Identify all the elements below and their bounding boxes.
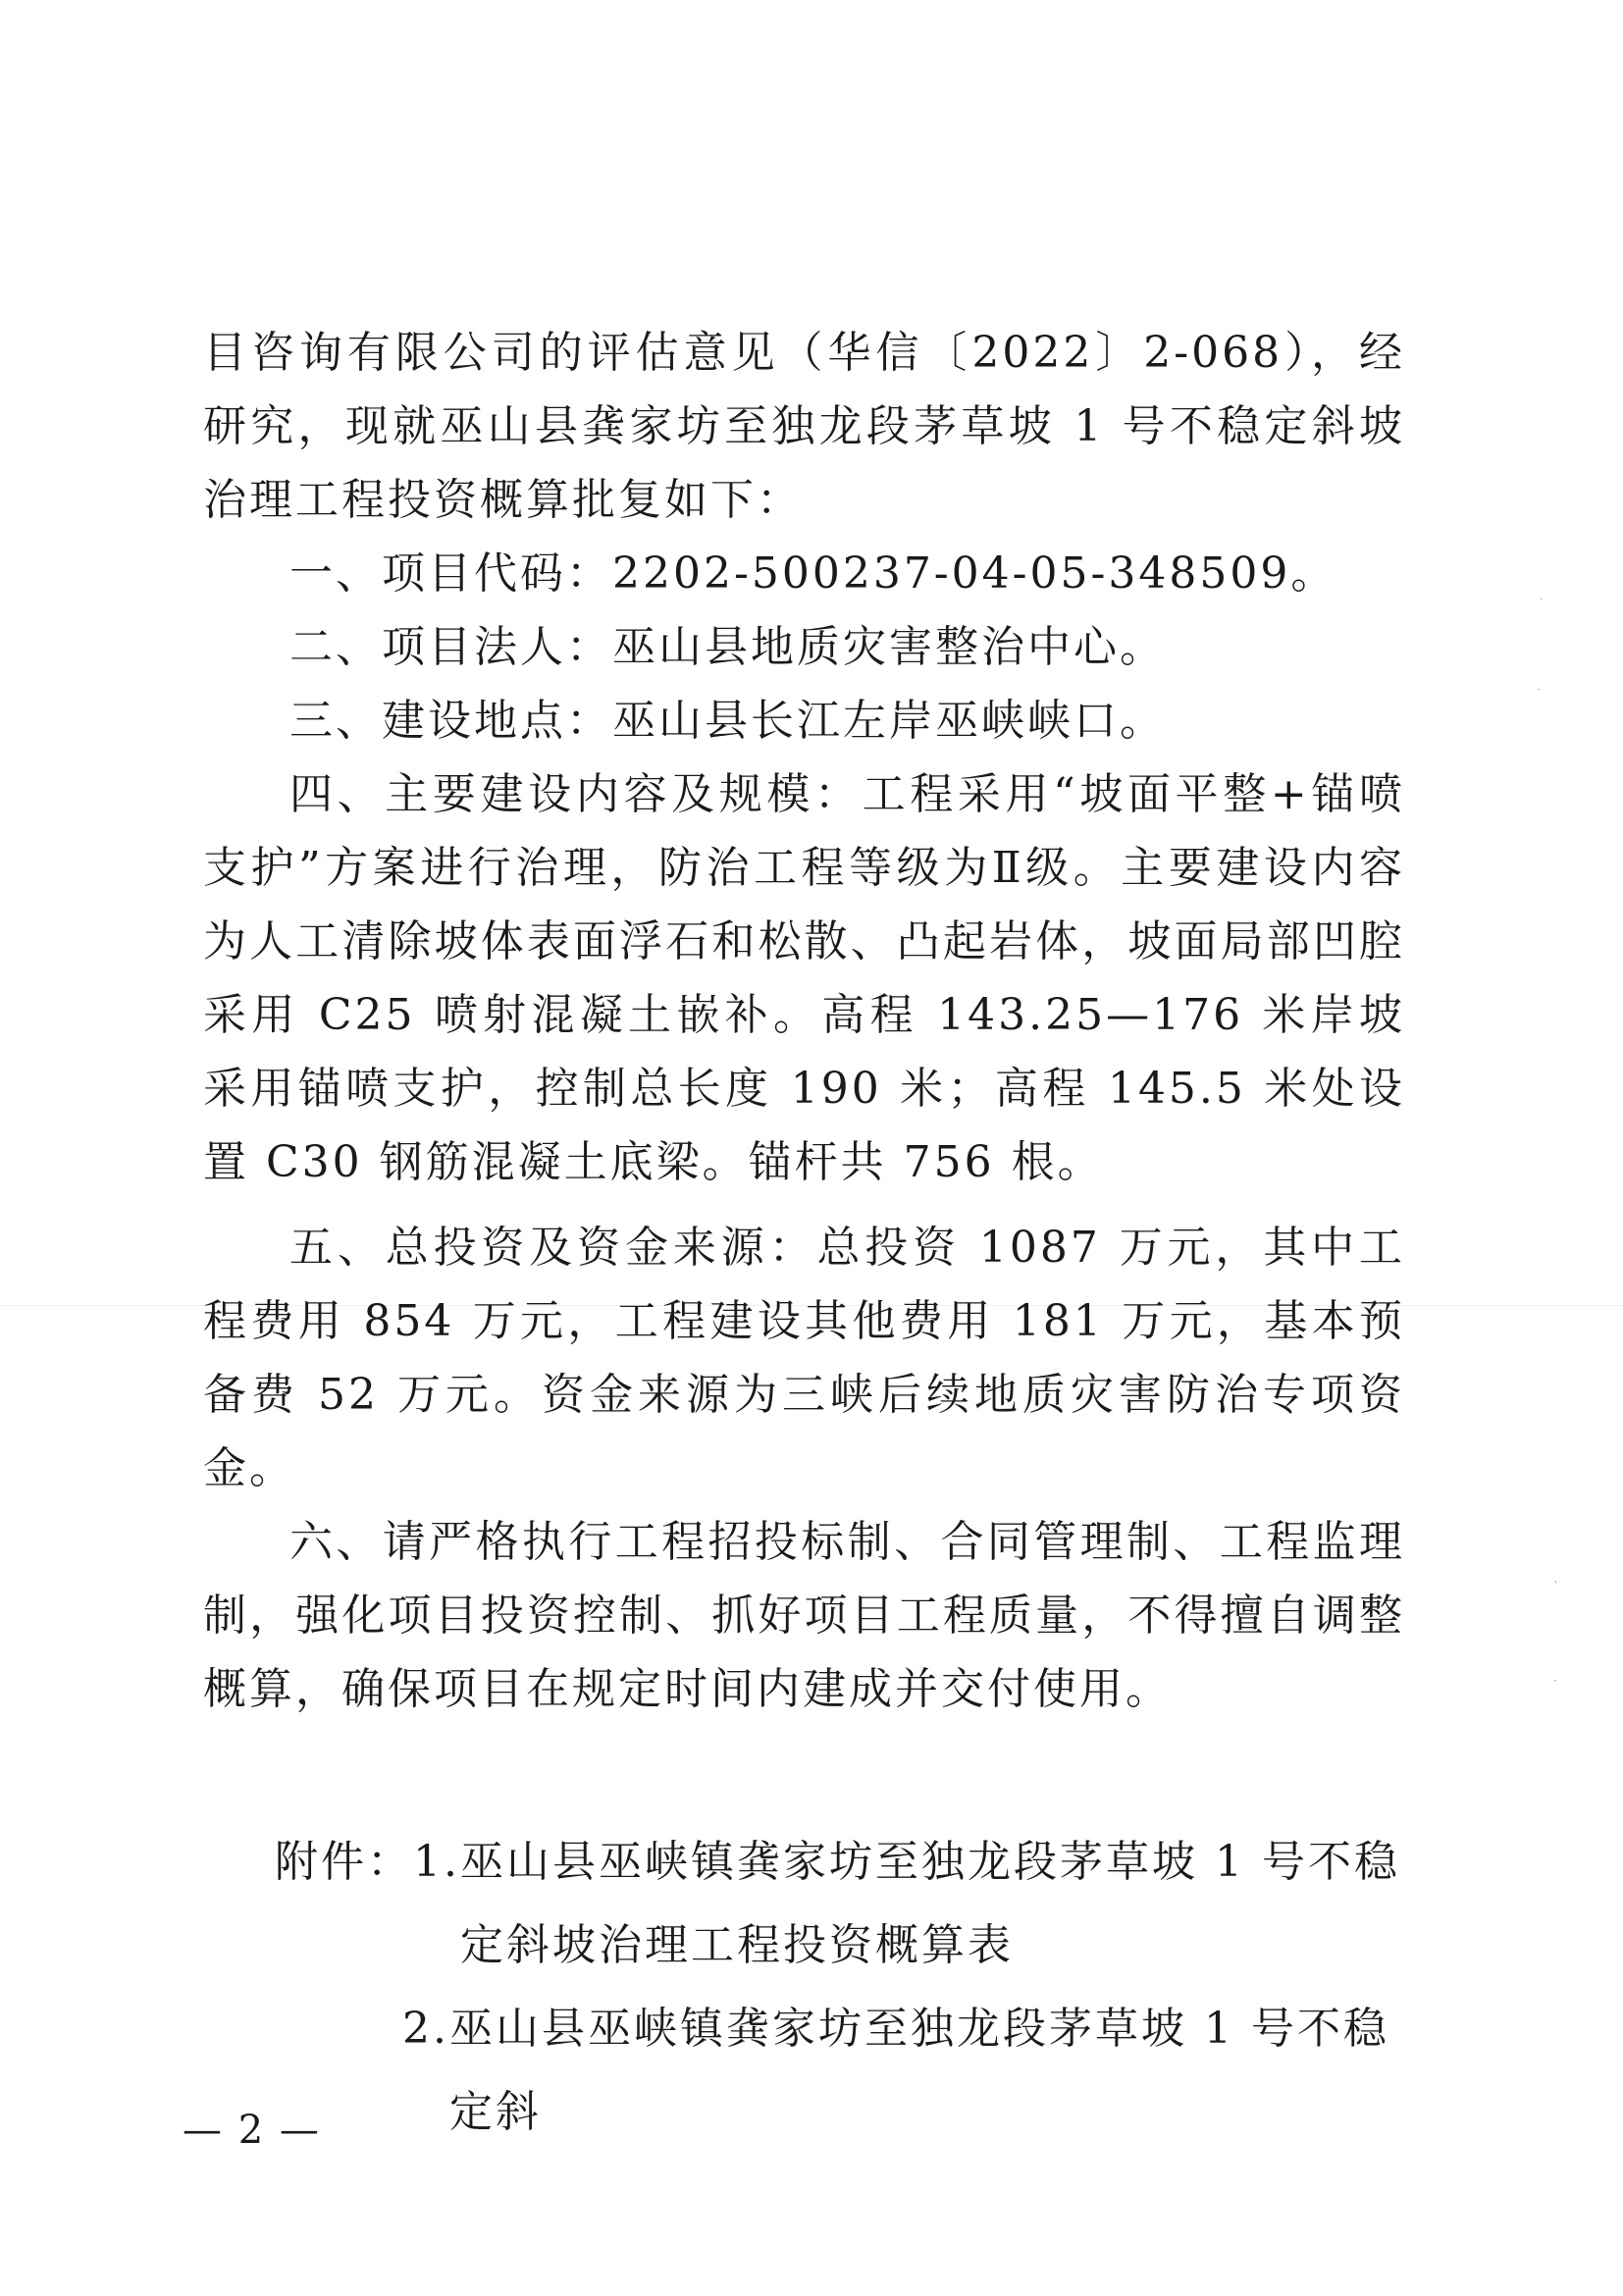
intro-paragraph: 目咨询有限公司的评估意见（华信〔2022〕2-068），经研究，现就巫山县龚家坊至独龙段茅草坡 1 号不稳定斜坡治理工程投资概算批复如下： [203, 328, 1405, 525]
scan-speck: ˋ [1553, 1580, 1559, 1593]
attachments-section [275, 1820, 1403, 2154]
attachment-title: 巫山县巫峡镇龚家坊至独龙段茅草坡 1 号不稳定斜坡治理工程投资概算表 [459, 1837, 1400, 1970]
attachment-item-2 [275, 1987, 1403, 2154]
attachment-title: 巫山县巫峡镇龚家坊至独龙段茅草坡 1 号不稳定斜 [448, 2004, 1389, 2137]
management-requirements-paragraph: 六、请严格执行工程招投标制、合同管理制、工程监理制，强化项目投资控制、抓好项目工程质量，不得擅自调整概算，确保项目在规定时间内建成并交付使用。 [203, 1517, 1405, 1714]
scan-speck: · [1537, 683, 1541, 697]
scan-speck: ˙ [1539, 597, 1544, 610]
attachment-item-1 [275, 1820, 1403, 1987]
project-code-paragraph: 一、项目代码：2202-500237-04-05-348509。 [289, 548, 1337, 599]
attachment-number: 2. [402, 2004, 449, 2054]
page-number: — 2 — [183, 2108, 321, 2153]
attachment-number: 1. [413, 1837, 460, 1887]
construction-content-paragraph: 四、主要建设内容及规模：工程采用“坡面平整+锚喷支护”方案进行治理，防治工程等级为Ⅱ级。主要建设内容为人工清除坡体表面浮石和松散、凸起岩体，坡面局部凹腔采用 C25 喷射混凝土嵌补。高程 143.25—176 米岸坡采用锚喷支护，控制总长度 190 米；高程 145.5 米处设置 C30 钢筋混凝土底梁。锚杆共 756 根。 [203, 769, 1405, 1187]
construction-site-paragraph: 三、建设地点：巫山县长江左岸巫峡峡口。 [289, 696, 1166, 746]
investment-paragraph: 五、总投资及资金来源：总投资 1087 万元，其中工程费用 854 万元，工程建设其他费用 181 万元，基本预备费 52 万元。资金来源为三峡后续地质灾害防治专项资金。 [203, 1223, 1405, 1493]
attachments-label: 附件： [275, 1837, 413, 1887]
scan-speck: · [1553, 1674, 1557, 1688]
document-body [203, 316, 1405, 1726]
project-legal-person-paragraph: 二、项目法人：巫山县地质灾害整治中心。 [289, 622, 1166, 672]
